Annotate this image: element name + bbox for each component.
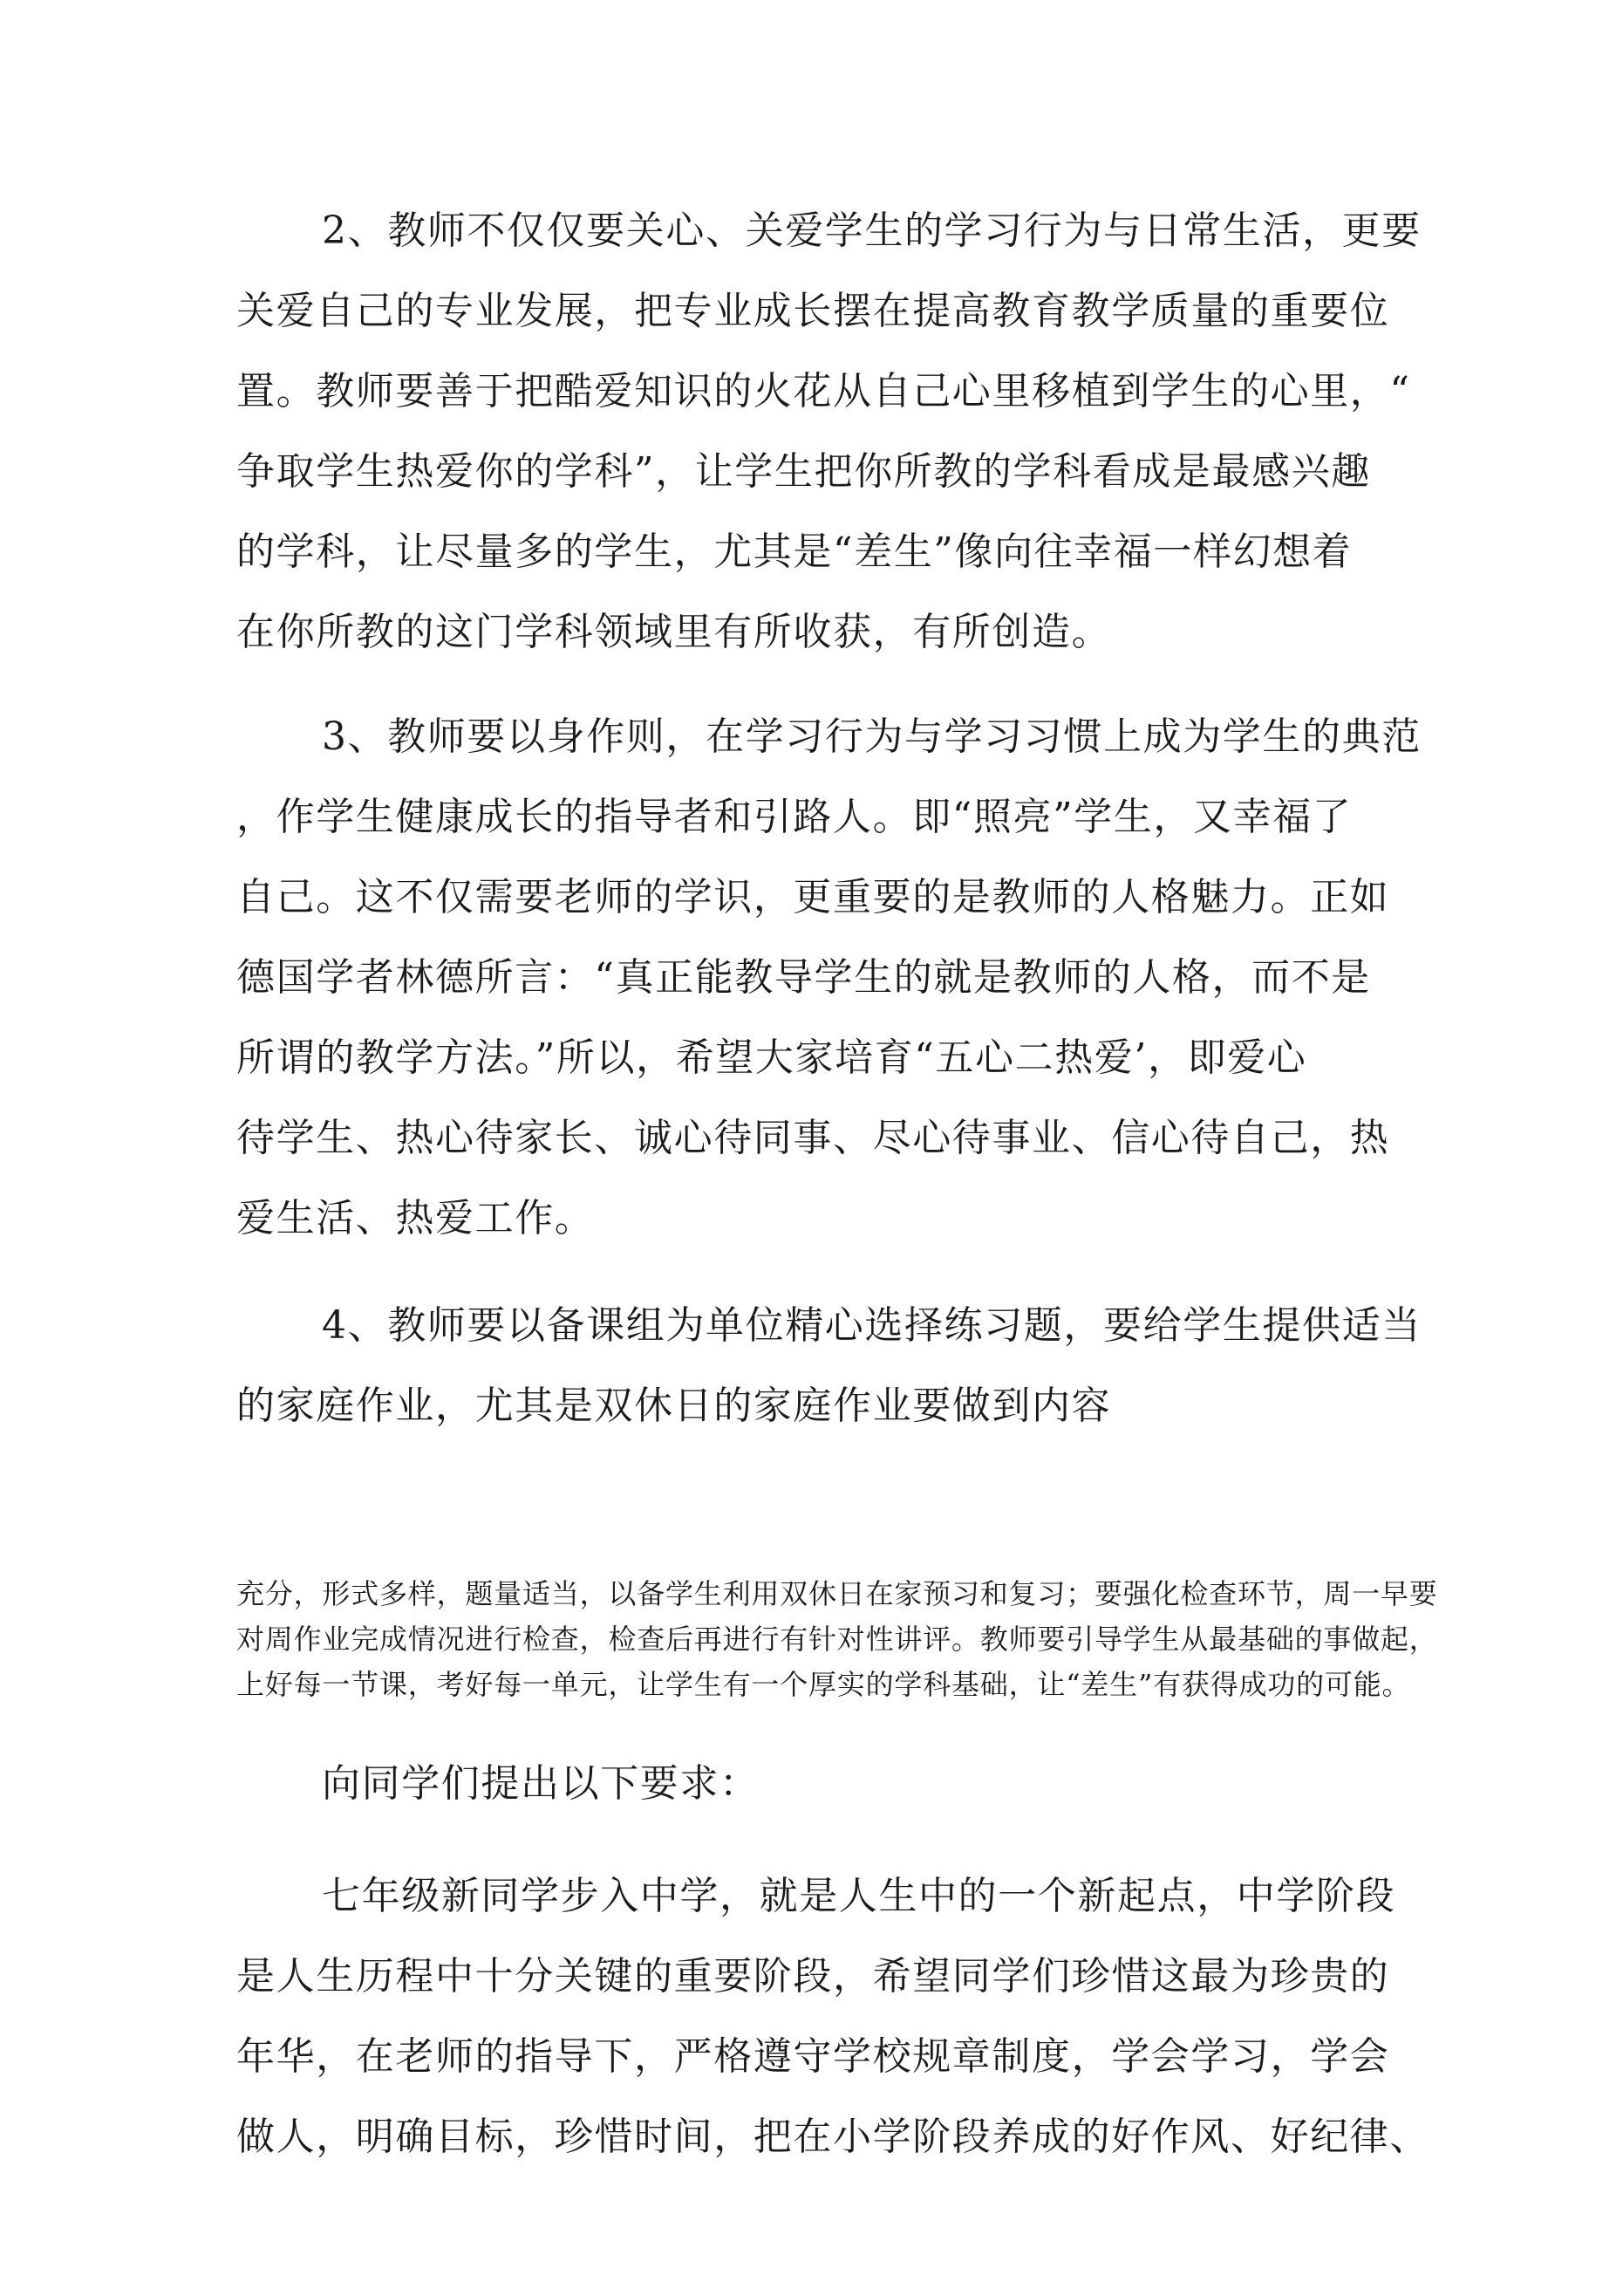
text-line: 做人，明确目标，珍惜时间，把在小学阶段养成的好作风、好纪律、 xyxy=(236,2115,1429,2159)
text-line: 的家庭作业，尤其是双休日的家庭作业要做到内容 xyxy=(236,1384,1112,1428)
paragraph-4-continued xyxy=(236,1571,1438,1707)
text-line: 置。教师要善于把酷爱知识的火花从自己心里移植到学生的心里，“ xyxy=(236,369,1411,413)
paragraph-grade7 xyxy=(236,1856,1429,2177)
text-line: 的学科，让尽量多的学生，尤其是“差生”像向往幸福一样幻想着 xyxy=(236,530,1353,574)
text-line: 对周作业完成情况进行检查，检查后再进行有针对性讲评。教师要引导学生从最基础的事做起， xyxy=(236,1623,1438,1656)
text-line: 是人生历程中十分关键的重要阶段，希望同学们珍惜这最为珍贵的 xyxy=(236,1954,1390,1999)
text-line: 德国学者林德所言：“真正能教导学生的就是教师的人格，而不是 xyxy=(236,955,1371,1000)
text-line: 争取学生热爱你的学科”，让学生把你所教的学科看成是最感兴趣 xyxy=(236,449,1371,494)
text-line: 向同学们提出以下要求： xyxy=(322,1761,760,1806)
paragraph-3 xyxy=(236,697,1422,1259)
text-line: 待学生、热心待家长、诚心待同事、尽心待事业、信心待自己，热 xyxy=(236,1116,1390,1160)
text-line: 七年级新同学步入中学，就是人生中的一个新起点，中学阶段 xyxy=(322,1874,1396,1918)
paragraph-4 xyxy=(236,1286,1422,1446)
text-line: 年华，在老师的指导下，严格遵守学校规章制度，学会学习，学会 xyxy=(236,2034,1390,2079)
text-line: 充分，形式多样，题量适当，以备学生利用双休日在家预习和复习；要强化检查环节，周一早要 xyxy=(236,1577,1438,1610)
paragraph-2 xyxy=(236,191,1422,673)
text-line: 爱生活、热爱工作。 xyxy=(236,1196,595,1240)
text-line: 4、教师要以备课组为单位精心选择练习题，要给学生提供适当 xyxy=(322,1303,1422,1348)
text-line: 上好每一节课，考好每一单元，让学生有一个厚实的学科基础，让“差生”有获得成功的可能。 xyxy=(236,1668,1411,1701)
text-line: 关爱自己的专业发展，把专业成长摆在提高教育教学质量的重要位 xyxy=(236,289,1390,333)
text-line: 3、教师要以身作则，在学习行为与学习习惯上成为学生的典范 xyxy=(322,714,1422,759)
paragraph-students-intro xyxy=(236,1744,1405,1824)
text-line: 2、教师不仅仅要关心、关爱学生的学习行为与日常生活，更要 xyxy=(322,208,1422,253)
text-line: 所谓的教学方法。”所以，希望大家培育“五心二热爱’，即爱心 xyxy=(236,1035,1307,1080)
text-line: 在你所教的这门学科领域里有所收获，有所创造。 xyxy=(236,610,1112,654)
text-line: ，作学生健康成长的指导者和引路人。即“照亮”学生，又幸福了 xyxy=(236,795,1353,839)
text-line: 自己。这不仅需要老师的学识，更重要的是教师的人格魅力。正如 xyxy=(236,875,1390,919)
